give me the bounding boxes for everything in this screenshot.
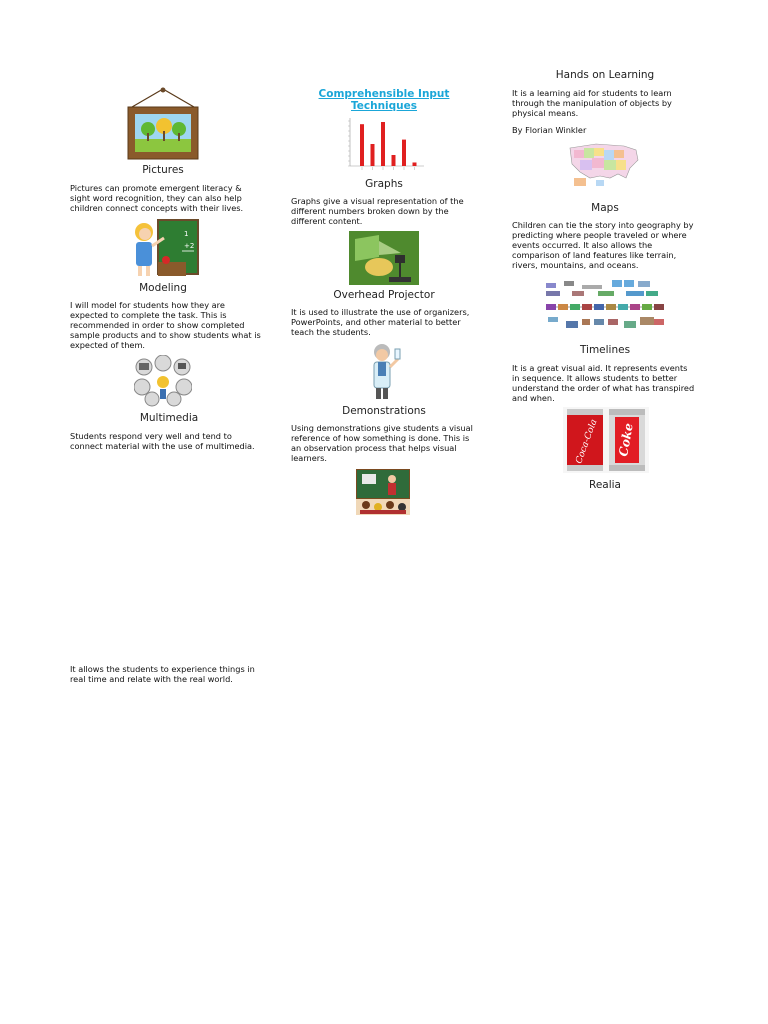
- realia-text: It allows the students to experience things in real time and relate with the real world.: [70, 664, 255, 684]
- timelines-heading: Timelines: [579, 344, 631, 356]
- demonstrations-image: [364, 343, 404, 401]
- graph-bar: [392, 155, 396, 166]
- overhead-projector-text: It is used to illustrate the use of organizers, PowerPoints, and other material to better teach the students.: [291, 307, 470, 337]
- modeling-text: I will model for students how they are expected to complete the task. This is recommended in order to show completed sample products and to show students what is expected of them.: [70, 300, 261, 350]
- graph-bar: [360, 124, 364, 166]
- hands-on-learning-text: It is a learning aid for students to learn through the manipulation of objects by physical means.: [512, 88, 672, 118]
- graph-bar: [402, 140, 406, 166]
- brochure-title-link[interactable]: Comprehensible Input Techniques: [318, 88, 450, 112]
- realia-heading: Realia: [589, 479, 621, 491]
- svg-text:Coke: Coke: [616, 422, 636, 458]
- graphs-heading: Graphs: [365, 178, 403, 190]
- modeling-heading: Modeling: [139, 282, 187, 294]
- maps-heading: Maps: [591, 202, 619, 214]
- pictures-heading: Pictures: [142, 164, 184, 176]
- graphs-image: [344, 116, 426, 174]
- modeling-image: [128, 218, 200, 280]
- us-map-image: [566, 138, 642, 188]
- timeline-image: [542, 277, 668, 337]
- overhead-projector-heading: Overhead Projector: [333, 289, 435, 301]
- hands-on-learning-heading: Hands on Learning: [555, 69, 655, 81]
- graphs-text: Graphs give a visual representation of the different numbers broken down by the different content.: [291, 196, 464, 226]
- multimedia-heading: Multimedia: [139, 412, 199, 424]
- maps-text: Children can tie the story into geography by predicting where people traveled or where events occurred. It also allows the comparison of land features like terrain, rivers, mountains, and oceans.: [512, 220, 694, 270]
- multimedia-text: Students respond very well and tend to connect material with the use of multimedia.: [70, 431, 255, 451]
- classroom-image: [356, 469, 410, 515]
- pictures-image: [126, 87, 200, 161]
- overhead-projector-image: [349, 231, 419, 285]
- multimedia-image: [134, 355, 192, 407]
- timelines-text: It is a great visual aid. It represents events in sequence. It allows students to better understand the order of what has transpired and when.: [512, 363, 695, 403]
- demonstrations-text: Using demonstrations give students a visual reference of how something is done. This is an observation process that helps visual learners.: [291, 423, 473, 463]
- soda-cans-image: [563, 407, 649, 473]
- graph-bar: [381, 122, 385, 166]
- graph-bar: [413, 162, 417, 166]
- svg-text:1: 1: [184, 230, 189, 238]
- demonstrations-heading: Demonstrations: [342, 405, 426, 417]
- graph-bar: [371, 144, 375, 166]
- svg-text:Coca-Cola: Coca-Cola: [574, 418, 600, 466]
- author-byline: By Florian Winkler: [512, 125, 587, 135]
- pictures-text: Pictures can promote emergent literacy & sight word recognition, they can also help children connect concepts with their lives.: [70, 183, 244, 213]
- svg-text:+2: +2: [184, 242, 195, 250]
